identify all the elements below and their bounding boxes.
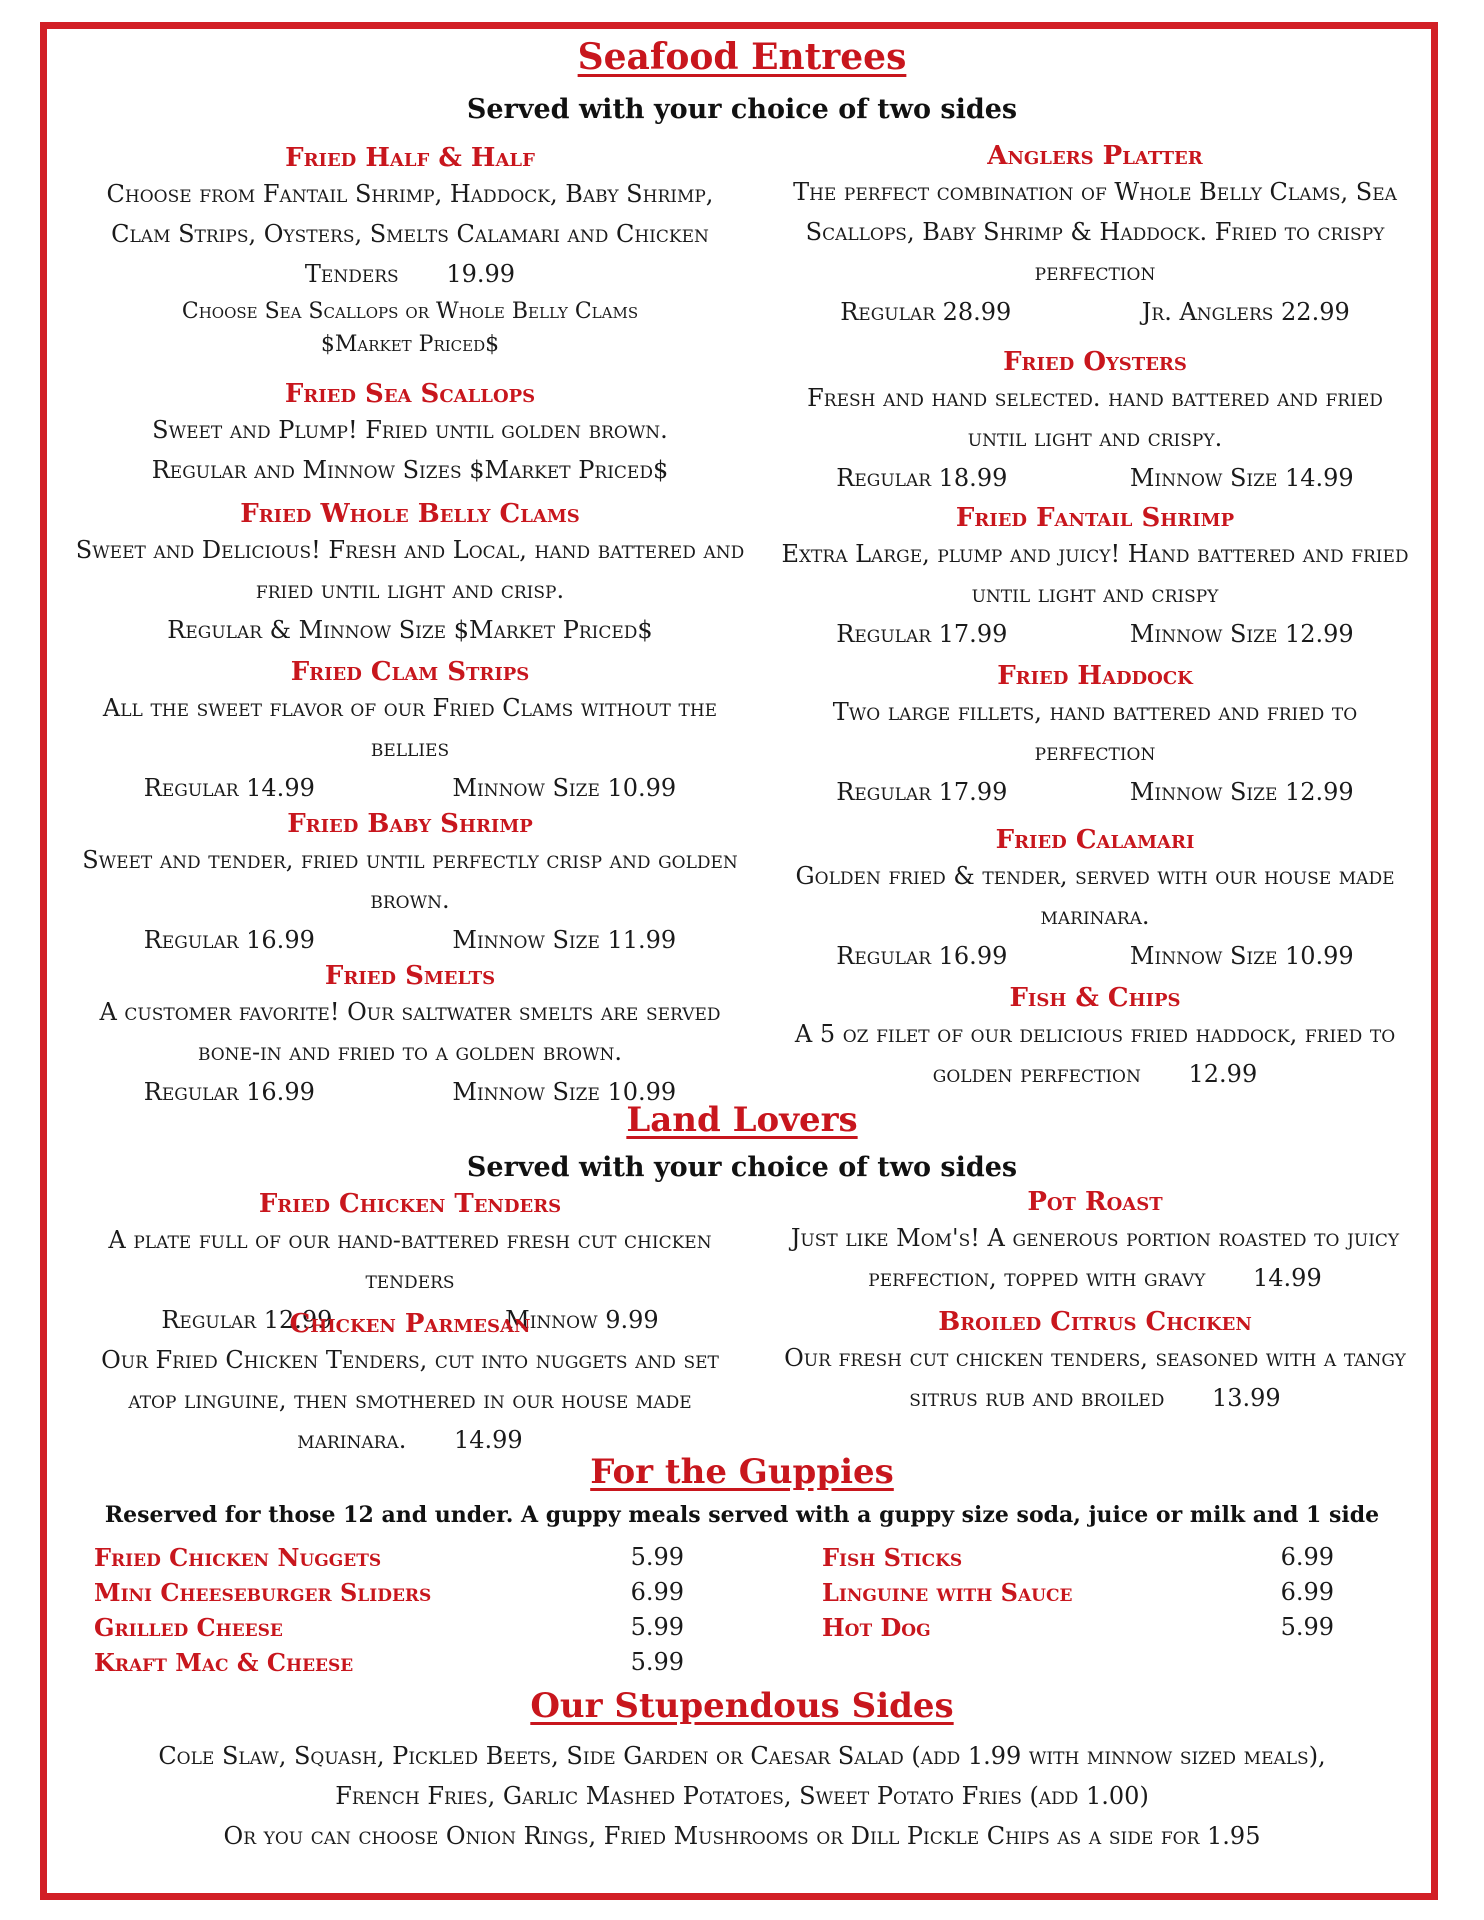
regular-price: Regular 17.99 — [836, 778, 1008, 806]
item-name: Fried Baby Shrimp — [287, 809, 533, 839]
minnow-price: Minnow Size 11.99 — [452, 926, 677, 954]
menu-item — [775, 1186, 1415, 1298]
menu-item — [75, 142, 745, 360]
item-name: Fried Calamari — [995, 825, 1195, 855]
menu-item — [775, 346, 1415, 498]
minnow-price: Minnow Size 12.99 — [1129, 620, 1354, 648]
item-description: Sweet and Plump! Fried until golden brown. — [152, 416, 668, 444]
item-description: Two large fillets, hand battered and fried to perfection — [832, 698, 1358, 766]
item-name: Fried Oysters — [1003, 347, 1187, 377]
menu-item — [75, 498, 745, 650]
menu-item — [75, 960, 745, 1112]
item-name: Fried Smelts — [324, 961, 496, 991]
item-sizes: Regular & Minnow Size $Market Priced$ — [167, 616, 653, 644]
minnow-price: Minnow Size 12.99 — [1129, 778, 1354, 806]
kids-item-name: Fish Sticks — [822, 1543, 963, 1572]
item-description: A customer favorite! Our saltwater smelts are served bone-in and fried to a golden brown. — [99, 998, 721, 1066]
item-name: Fried Half & Half — [285, 143, 535, 173]
kids-item-price: 5.99 — [1280, 1613, 1334, 1641]
guppies-subtitle: Reserved for those 12 and under. A guppy meals served with a guppy size soda, juice or milk and 1 side — [104, 1502, 1380, 1528]
list-item — [822, 1540, 1334, 1575]
item-name: Broiled Citrus Chciken — [938, 1307, 1252, 1337]
sides-line-2: Or you can choose Onion Rings, Fried Mushrooms or Dill Pickle Chips as a side for 1.95 — [223, 1822, 1261, 1850]
item-note-price: $Market Priced$ — [320, 332, 500, 357]
item-description: Sweet and tender, fried until perfectly crisp and golden brown. — [82, 846, 738, 914]
item-name: Anglers Platter — [987, 141, 1203, 171]
kids-item-price: 5.99 — [630, 1648, 684, 1676]
guppies-title: For the Guppies — [590, 1452, 894, 1492]
menu-item — [775, 660, 1415, 812]
regular-price: Regular 28.99 — [840, 298, 1012, 326]
kids-item-price: 5.99 — [630, 1543, 684, 1571]
menu-item — [775, 140, 1415, 332]
kids-item-name: Fried Chicken Nuggets — [94, 1543, 382, 1572]
menu-item — [75, 1308, 745, 1460]
item-description — [775, 1014, 1415, 1094]
junior-price: Jr. Anglers 22.99 — [1141, 298, 1350, 326]
item-name: Fried Clam Strips — [290, 657, 530, 687]
regular-price: Regular 14.99 — [143, 774, 315, 802]
item-description — [775, 1338, 1415, 1418]
item-name: Fried Haddock — [997, 661, 1193, 691]
item-description: Extra Large, plump and juicy! Hand battered and fried until light and crispy — [781, 540, 1409, 608]
minnow-price: Minnow Size 10.99 — [452, 774, 677, 802]
item-description: Golden fried & tender, served with our house made marinara. — [795, 862, 1395, 930]
regular-price: Regular 12.99 — [161, 1306, 333, 1334]
item-name: Fried Chicken Tenders — [258, 1189, 562, 1219]
item-name: Fish & Chips — [1009, 983, 1181, 1013]
regular-price: Regular 18.99 — [836, 464, 1008, 492]
item-description — [775, 1218, 1415, 1298]
item-description: All the sweet flavor of our Fried Clams without the bellies — [102, 694, 718, 762]
list-item — [94, 1540, 684, 1575]
kids-item-name: Grilled Cheese — [94, 1613, 283, 1642]
item-description: The perfect combination of Whole Belly Clams, Sea Scallops, Baby Shrimp & Haddock. Fried to crispy perfection — [793, 178, 1397, 286]
regular-price: Regular 17.99 — [836, 620, 1008, 648]
item-price: 19.99 — [446, 260, 516, 288]
kids-item-name: Hot Dog — [822, 1613, 931, 1642]
item-prices — [775, 458, 1415, 498]
item-prices — [775, 772, 1415, 812]
item-description: A plate full of our hand-battered fresh cut chicken tenders — [108, 1226, 712, 1294]
item-prices — [775, 936, 1415, 976]
item-desc-text: Choose from Fantail Shrimp, Haddock, Baby Shrimp, Clam Strips, Oysters, Smelts Calamari and Chicken Tenders — [106, 180, 714, 288]
guppies-left-list — [94, 1540, 684, 1680]
sides-title: Our Stupendous Sides — [530, 1686, 954, 1726]
item-description: Fresh and hand selected. hand battered and fried until light and crispy. — [807, 384, 1383, 452]
item-description — [75, 174, 745, 294]
regular-price: Regular 16.99 — [143, 1078, 315, 1106]
list-item — [94, 1645, 684, 1680]
item-name: Chicken Parmesan — [289, 1309, 531, 1339]
item-desc-text: Just like Mom's! A generous portion roasted to juicy perfection, topped with gravy — [790, 1224, 1400, 1292]
minnow-price: Minnow Size 10.99 — [1129, 942, 1354, 970]
item-name: Fried Whole Belly Clams — [240, 499, 580, 529]
sides-list — [120, 1736, 1364, 1856]
menu-item — [775, 824, 1415, 976]
kids-item-price: 6.99 — [1280, 1543, 1334, 1571]
seafood-subtitle: Served with your choice of two sides — [466, 94, 1018, 125]
list-item — [822, 1575, 1334, 1610]
menu-item — [775, 502, 1415, 654]
item-description — [75, 1340, 745, 1460]
item-name: Fried Sea Scallops — [284, 379, 536, 409]
menu-item — [775, 982, 1415, 1094]
menu-item — [75, 378, 745, 490]
item-prices — [75, 768, 745, 808]
item-sizes: Regular and Minnow Sizes $Market Priced$ — [151, 456, 669, 484]
menu-item — [775, 1306, 1415, 1418]
kids-item-name: Kraft Mac & Cheese — [94, 1648, 354, 1677]
list-item — [94, 1610, 684, 1645]
minnow-price: Minnow Size 10.99 — [452, 1078, 677, 1106]
guppies-right-list — [822, 1540, 1334, 1645]
list-item — [94, 1575, 684, 1610]
item-desc-text: A 5 oz filet of our delicious fried haddock, fried to golden perfection — [794, 1020, 1396, 1088]
item-price: 14.99 — [453, 1426, 523, 1454]
minnow-price: Minnow Size 14.99 — [1129, 464, 1354, 492]
item-name: Pot Roast — [1027, 1187, 1163, 1217]
item-desc-text: Our Fried Chicken Tenders, cut into nuggets and set atop linguine, then smothered in our house made marinara. — [101, 1346, 719, 1454]
kids-item-name: Mini Cheeseburger Sliders — [94, 1578, 432, 1607]
kids-item-price: 5.99 — [630, 1613, 684, 1641]
menu-item — [75, 656, 745, 808]
sides-line-1: Cole Slaw, Squash, Pickled Beets, Side Garden or Caesar Salad (add 1.99 with minnow sized meals), French Fries, Garlic Mashed Potatoes, Sweet Potato Fries (add 1.00) — [158, 1742, 1326, 1810]
kids-item-price: 6.99 — [1280, 1578, 1334, 1606]
kids-item-price: 6.99 — [630, 1578, 684, 1606]
item-desc-text: Our fresh cut chicken tenders, seasoned with a tangy sitrus rub and broiled — [784, 1344, 1406, 1412]
item-prices — [775, 292, 1415, 332]
land-title: Land Lovers — [626, 1100, 858, 1140]
regular-price: Regular 16.99 — [836, 942, 1008, 970]
item-name: Fried Fantail Shrimp — [955, 503, 1235, 533]
item-price: 12.99 — [1188, 1060, 1258, 1088]
item-note: Choose Sea Scallops or Whole Belly Clams — [181, 299, 639, 324]
kids-item-name: Linguine with Sauce — [822, 1578, 1073, 1607]
seafood-title: Seafood Entrees — [577, 36, 907, 78]
regular-price: Regular 16.99 — [143, 926, 315, 954]
minnow-price: Minnow 9.99 — [505, 1306, 659, 1334]
list-item — [822, 1610, 1334, 1645]
item-price: 13.99 — [1211, 1384, 1281, 1412]
menu-item — [75, 808, 745, 960]
land-subtitle: Served with your choice of two sides — [466, 1152, 1018, 1183]
item-description: Sweet and Delicious! Fresh and Local, hand battered and fried until light and crisp. — [75, 536, 745, 604]
item-prices — [775, 614, 1415, 654]
item-prices — [75, 920, 745, 960]
item-price: 14.99 — [1253, 1264, 1322, 1292]
